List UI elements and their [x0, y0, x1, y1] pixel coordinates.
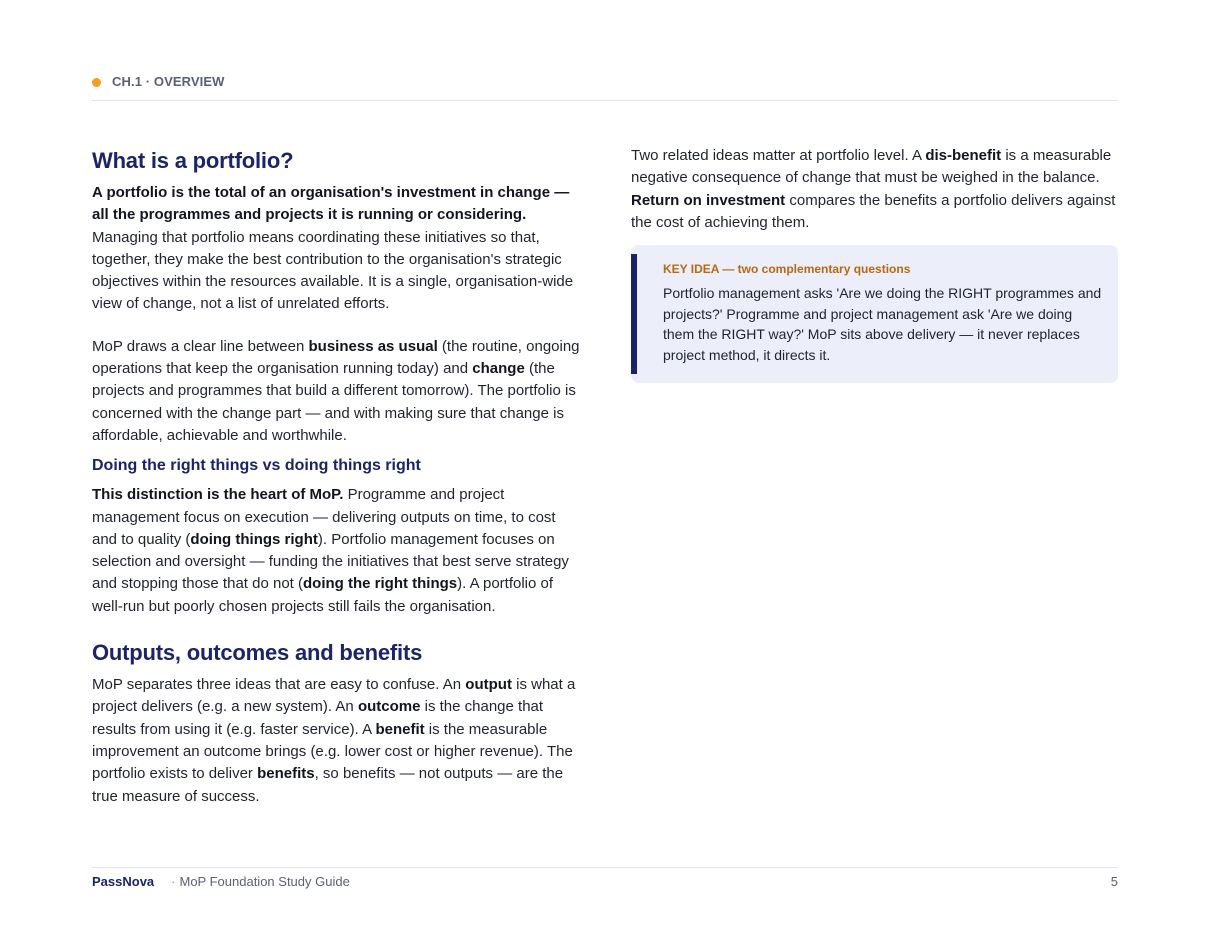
portfolio-definition: A portfolio is the total of an organisation's investment in change — all the programmes and projects it is running or considering.: [92, 184, 570, 224]
chapter-dot-icon: [92, 78, 101, 87]
rt-text-c: ). A portfolio of well-run but poorly chosen projects still fails the organisation.: [92, 575, 554, 615]
footer-separator: ·: [171, 874, 176, 889]
p2-text-a: MoP draws a clear line between: [92, 337, 309, 355]
right-things-paragraph: [92, 484, 582, 618]
term-output: output: [465, 676, 512, 694]
subheading-right-things: Doing the right things vs doing things right: [92, 457, 421, 475]
out-text-e: , so benefits — not outputs — are the true measure of success.: [92, 765, 564, 805]
intro-text-a: Two related ideas matter at portfolio level. A: [631, 147, 926, 164]
intro-text-b: is a measurable negative consequence of change that must be weighed in the balance.: [631, 147, 1112, 187]
term-dis-benefit: dis-benefit: [925, 147, 1002, 164]
page-header: [92, 74, 1118, 101]
callout-accent-bar: [631, 254, 637, 374]
out-text-d: is the measurable improvement an outcome brings (e.g. lower cost or higher revenue). The portfolio exists to deliver: [92, 720, 573, 783]
p2-text-b: (the routine, ongoing operations that keep the organisation running today) and: [92, 337, 580, 378]
rt-text-b: ). Portfolio management focuses on selection and oversight — funding the initiatives that best serve strategy and stopping those that do not (: [92, 530, 569, 593]
right-intro-paragraph: [631, 145, 1118, 234]
key-idea-callout: [631, 245, 1118, 383]
rt-text-a: Programme and project management focus on execution — delivering outputs on time, to cost and to quality (: [92, 486, 556, 548]
term-benefits: benefits: [257, 765, 315, 783]
outputs-paragraph: [92, 674, 582, 808]
term-business-as-usual: business as usual: [308, 337, 438, 355]
portfolio-paragraph-1-text: Managing that portfolio means coordinating these initiatives so that, together, they make the best contribution to the organisation's strategic objectives within the resources available. It is a single, organisation-wide view of change, not a list of unrelated efforts.: [92, 228, 574, 313]
term-outcome: outcome: [357, 698, 421, 716]
intro-text-c: compares the benefits a portfolio delivers against the cost of achieving them.: [631, 191, 1116, 231]
chapter-label: CH.1 · OVERVIEW: [112, 74, 225, 89]
page-footer: [92, 867, 1118, 889]
term-doing-things-right: doing things right: [190, 530, 318, 548]
out-text-b: is what a project delivers (e.g. a new system). An: [92, 676, 576, 716]
footer-guide-title: MoP Foundation Study Guide: [179, 874, 350, 889]
term-return-on-investment: Return on investment: [631, 191, 786, 209]
section-heading-portfolio: What is a portfolio?: [92, 148, 294, 173]
callout-label: KEY IDEA — two complementary questions: [663, 262, 911, 277]
portfolio-paragraph-2: [92, 336, 582, 447]
right-things-lead: This distinction is the heart of MoP.: [92, 486, 344, 504]
footer-brand: PassNova: [92, 874, 155, 889]
callout-text: Portfolio management asks 'Are we doing the RIGHT programmes and projects?' Programme and project management ask 'Are we doing them the RIGHT way?' MoP sits above delivery — it never replaces project method, it directs it.: [663, 285, 1102, 363]
p2-text-c: (the projects and programmes that build a different tomorrow). The portfolio is concerned with the change part — and with making sure that change is affordable, achievable and worthwhile.: [92, 360, 576, 444]
term-doing-right-things: doing the right things: [303, 575, 458, 593]
out-text-c: is the change that results from using it (e.g. faster service). A: [92, 698, 544, 738]
right-column: [631, 145, 1118, 383]
left-column: [92, 148, 582, 808]
section-heading-outputs: Outputs, outcomes and benefits: [92, 640, 423, 666]
term-change: change: [472, 360, 525, 378]
portfolio-paragraph-1: [92, 182, 582, 316]
out-text-a: MoP separates three ideas that are easy to confuse. An: [92, 676, 466, 694]
term-benefit: benefit: [375, 720, 425, 738]
page-number: 5: [1110, 874, 1118, 889]
